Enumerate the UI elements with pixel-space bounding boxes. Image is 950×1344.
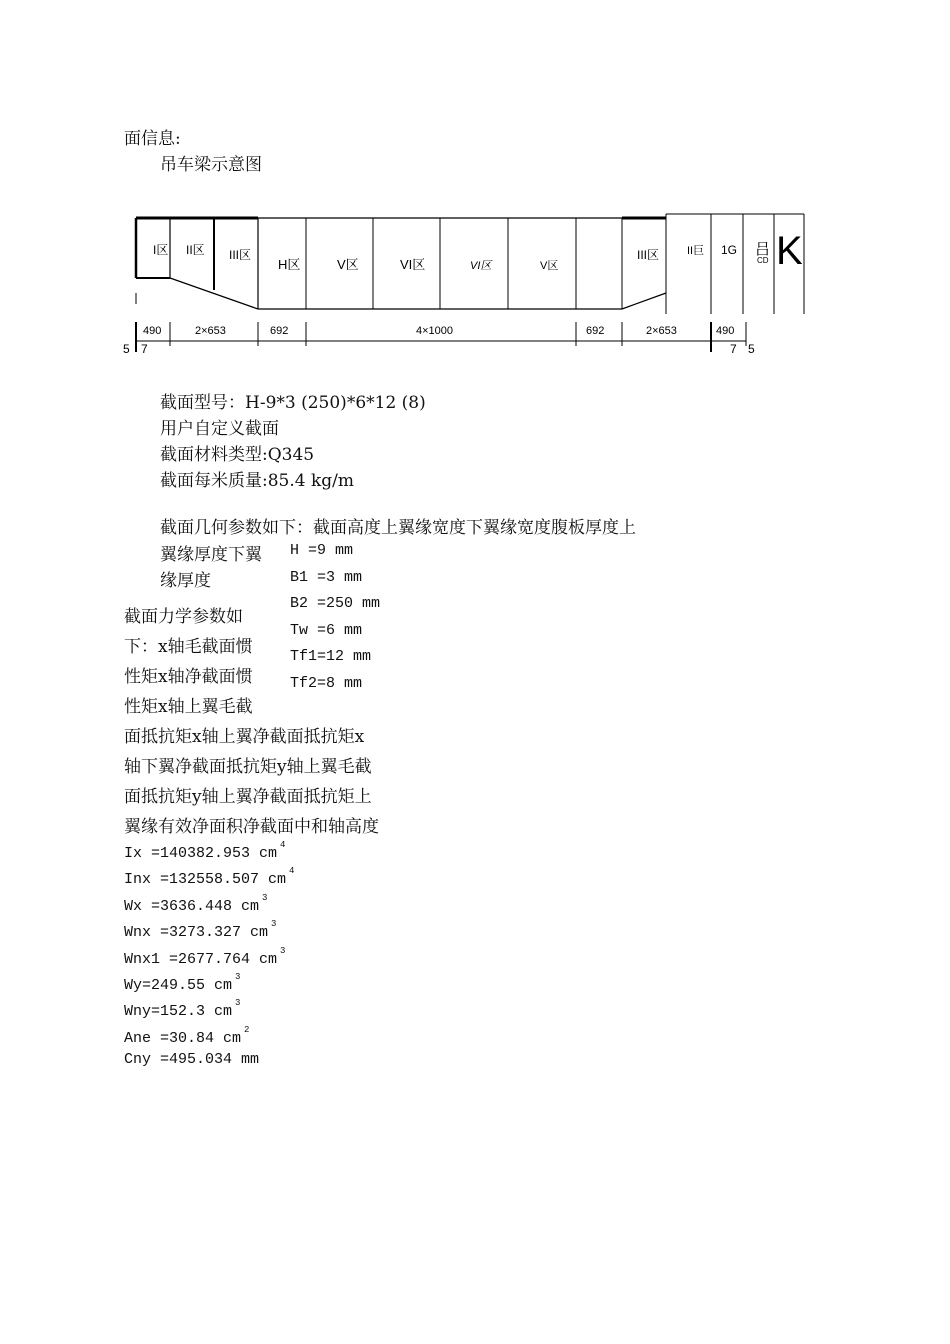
geometry-param: Tf2=8 mm: [290, 675, 363, 692]
mechanics-value: Cny =495.034 mm: [124, 1051, 260, 1068]
beam-bottom-right-slope: [622, 293, 666, 309]
zone-label: 吕: [755, 241, 771, 258]
mechanics-desc-line: 性矩x轴净截面惯: [124, 667, 253, 687]
mechanics-value: Ix =140382.953 cm $^4$: [124, 840, 286, 862]
geometry-param: B2 =250 mm: [290, 595, 381, 612]
dim-label: 692: [270, 325, 289, 337]
dim-label: 692: [586, 325, 605, 337]
mechanics-desc-line: 性矩x轴上翼毛截: [124, 697, 253, 717]
end-label: 5: [748, 342, 755, 356]
section-model: 截面型号：H-9*3 (250)*6*12 (8): [160, 393, 426, 413]
zone-label: II巨: [687, 245, 705, 257]
geometry-label: 翼缘厚度下翼: [160, 545, 262, 565]
zone-label: I区: [153, 243, 169, 257]
mechanics-desc-line: 面抵抗矩x轴上翼净截面抵抗矩x: [124, 727, 365, 747]
zone-label: III区: [637, 248, 660, 262]
zone-label: VI区: [400, 257, 426, 272]
crane-beam-diagram: [0, 0, 950, 370]
zone-label: K: [776, 229, 803, 273]
mechanics-desc-line: 截面力学参数如: [124, 607, 243, 627]
zone-label: 1G: [721, 243, 738, 257]
zone-label: V区: [337, 257, 359, 272]
dim-label: 2×653: [646, 325, 677, 337]
dim-label: 2×653: [195, 325, 226, 337]
zone-label: CD: [757, 256, 769, 265]
zone-label: II区: [186, 243, 205, 257]
end-label: 7: [141, 342, 148, 356]
end-label: 7: [730, 342, 737, 356]
geometry-param: Tw =6 mm: [290, 622, 363, 639]
mechanics-value: Inx =132558.507 cm $^4$: [124, 866, 295, 888]
geometry-param: Tf1=12 mm: [290, 648, 372, 665]
dim-label: 4×1000: [416, 325, 454, 337]
geometry-param: B1 =3 mm: [290, 569, 363, 586]
zone-label: III区: [229, 248, 252, 262]
mechanics-desc-line: 翼缘有效净面积净截面中和轴高度: [124, 817, 379, 837]
mechanics-desc-line: 面抵抗矩y轴上翼净截面抵抗矩上: [124, 787, 372, 807]
dim-label: 490: [143, 325, 162, 337]
mechanics-value: Ane =30.84 cm $^2$: [124, 1025, 250, 1047]
dim-label: 490: [716, 325, 735, 337]
mechanics-value: Wx =3636.448 cm $^3$: [124, 893, 268, 915]
mechanics-value: Wny=152.3 cm $^3$: [124, 998, 241, 1020]
mechanics-value: Wnx1 =2677.764 cm $^3$: [124, 946, 286, 968]
mechanics-value: Wy=249.55 cm $^3$: [124, 972, 241, 994]
zone-label: H区: [278, 257, 301, 272]
section-material: 截面材料类型:Q345: [160, 445, 315, 465]
geometry-param: H =9 mm: [290, 542, 354, 559]
section-custom: 用户自定义截面: [160, 419, 279, 439]
end-label: 5: [123, 342, 130, 356]
diagram-caption: 吊车梁示意图: [160, 155, 262, 175]
mechanics-desc-line: 轴下翼净截面抵抗矩y轴上翼毛截: [124, 757, 372, 777]
section-mass: 截面每米质量:85.4 kg/m: [160, 471, 355, 491]
geometry-label: 缘厚度: [160, 571, 211, 591]
zone-label: V区: [540, 260, 559, 272]
mechanics-value: Wnx =3273.327 cm $^3$: [124, 919, 277, 941]
mechanics-desc-line: 下：x轴毛截面惯: [124, 637, 253, 657]
zone-label: VI区: [470, 260, 492, 272]
section-info-heading: 面信息:: [124, 129, 181, 149]
geometry-intro: 截面几何参数如下：截面高度上翼缘宽度下翼缘宽度腹板厚度上: [160, 518, 636, 538]
